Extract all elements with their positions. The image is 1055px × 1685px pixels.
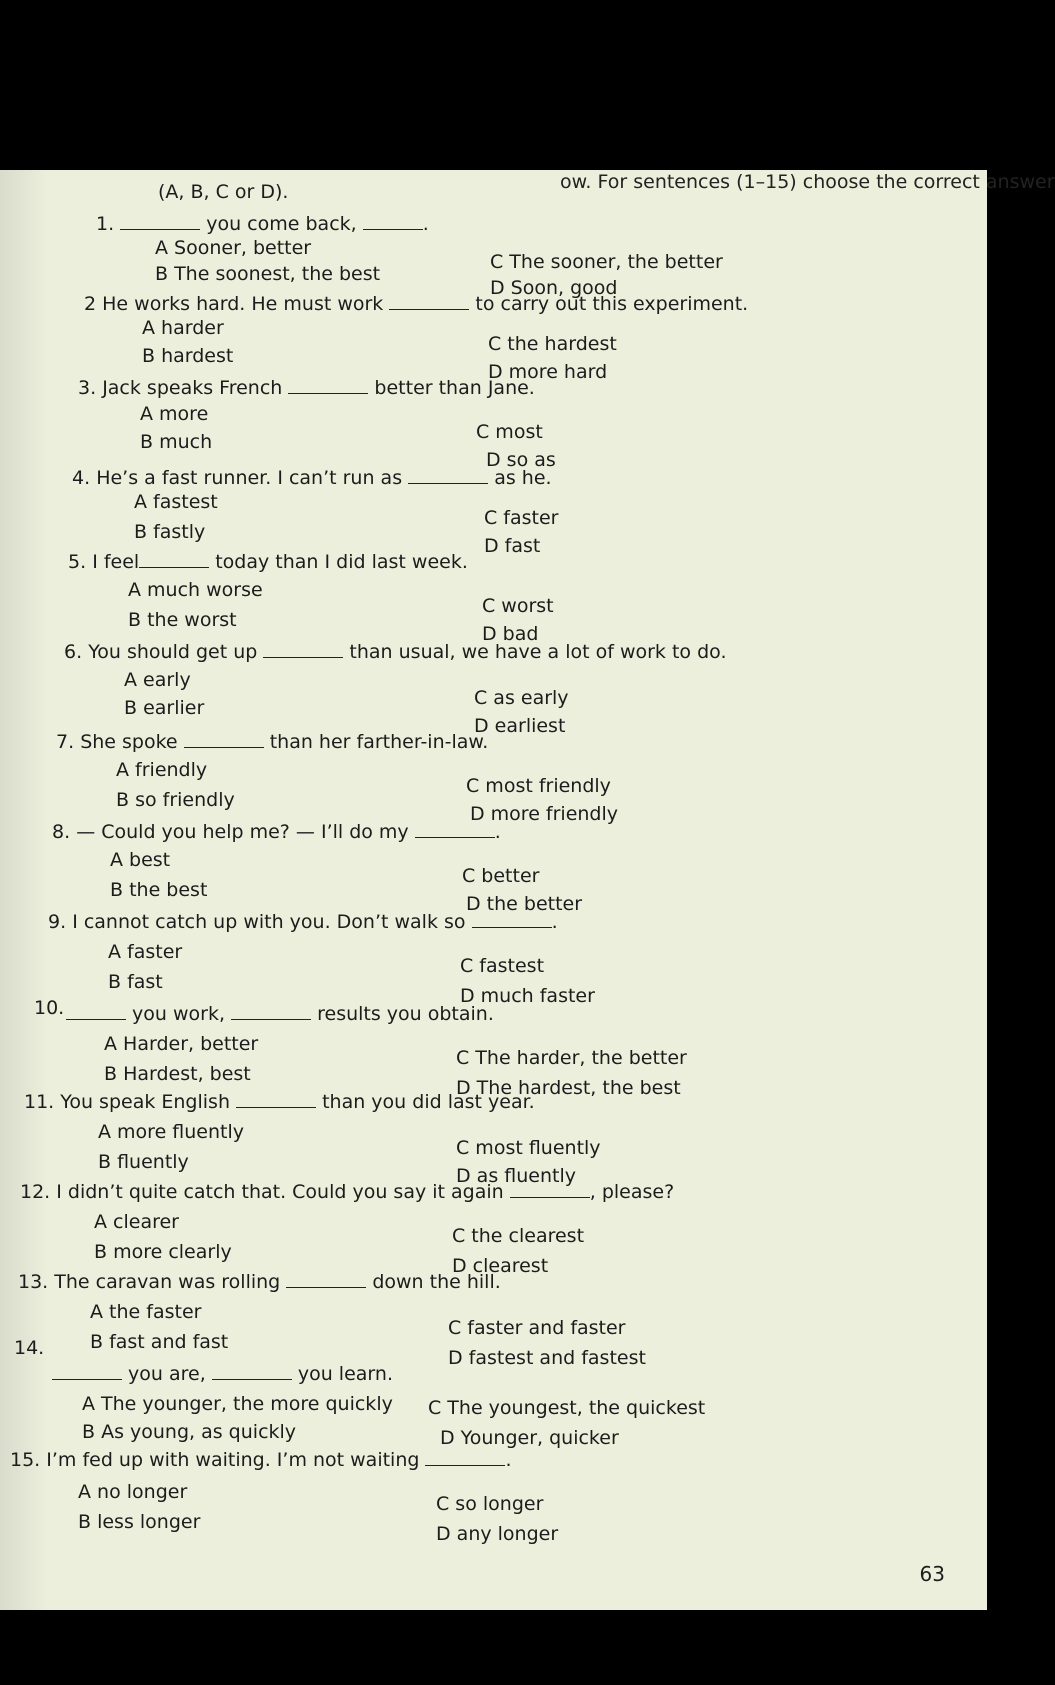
q12-option-d: D clearest <box>452 1255 549 1277</box>
page-number: 63 <box>919 1562 945 1586</box>
question-14-line: you are, you learn. <box>52 1362 393 1386</box>
q7-option-a: A friendly <box>116 759 208 781</box>
q5-option-b: B the worst <box>128 609 237 631</box>
q2-option-d: D more hard <box>488 361 608 383</box>
textbook-page <box>0 170 1055 1610</box>
q15-option-c: C so longer <box>436 1493 544 1515</box>
q5-option-c: C worst <box>482 595 554 617</box>
q10-option-b: B Hardest, best <box>104 1063 251 1085</box>
q5-option-a: A much worse <box>128 579 263 601</box>
q9-option-d: D much faster <box>460 985 595 1007</box>
q6-option-c: C as early <box>474 687 569 709</box>
question-9-stem: 9. I cannot catch up with you. Don’t walk so . <box>48 911 558 933</box>
q10-option-a: A Harder, better <box>104 1033 259 1055</box>
q9-option-b: B fast <box>108 971 163 993</box>
q10-option-d: D The hardest, the best <box>456 1077 681 1099</box>
q4-option-c: C faster <box>484 507 559 529</box>
question-4-stem: 4. He’s a fast runner. I can’t run as as he. <box>72 467 552 489</box>
q9-option-a: A faster <box>108 941 183 963</box>
q3-option-c: C most <box>476 421 543 443</box>
question-12-stem: 12. I didn’t quite catch that. Could you say it again , please? <box>20 1181 675 1203</box>
question-14-number: 14. <box>14 1337 45 1359</box>
q13-option-c: C faster and faster <box>448 1317 626 1339</box>
q15-option-d: D any longer <box>436 1523 559 1545</box>
q10-option-c: C The harder, the better <box>456 1047 687 1069</box>
question-15-stem: 15. I’m fed up with waiting. I’m not waiting . <box>10 1449 512 1471</box>
q2-option-b: B hardest <box>142 345 234 367</box>
q8-option-b: B the best <box>110 879 208 901</box>
q8-option-c: C better <box>462 865 540 887</box>
q4-option-a: A fastest <box>134 491 218 513</box>
options-hint: (A, B, C or D). <box>158 181 289 203</box>
q3-option-d: D so as <box>486 449 556 471</box>
q11-option-a: A more fluently <box>98 1121 245 1143</box>
q11-option-c: C most fluently <box>456 1137 601 1159</box>
q12-option-a: A clearer <box>94 1211 179 1233</box>
q14-option-b: B As young, as quickly <box>82 1421 297 1443</box>
q3-option-b: B much <box>140 431 213 453</box>
q11-option-b: B fluently <box>98 1151 189 1173</box>
q7-option-c: C most friendly <box>466 775 611 797</box>
q11-option-d: D as fluently <box>456 1165 576 1187</box>
q3-option-a: A more <box>140 403 209 425</box>
q1-option-a: A Sooner, better <box>155 237 312 259</box>
question-10-line: you work, results you obtain. <box>66 1002 494 1026</box>
q13-option-b: B fast and fast <box>90 1331 229 1353</box>
q7-option-b: B so friendly <box>116 789 235 811</box>
q14-option-a: A The younger, the more quickly <box>82 1393 393 1415</box>
page-gutter-shadow <box>0 170 48 1610</box>
question-2-stem: 2 He works hard. He must work to carry out this experiment. <box>84 293 749 315</box>
q12-option-c: C the clearest <box>452 1225 585 1247</box>
q8-option-d: D the better <box>466 893 583 915</box>
q4-option-b: B fastly <box>134 521 206 543</box>
q7-option-d: D more friendly <box>470 803 619 825</box>
question-8-stem: 8. — Could you help me? — I’ll do my . <box>52 821 501 843</box>
q12-option-b: B more clearly <box>94 1241 232 1263</box>
question-11-stem: 11. You speak English than you did last year. <box>24 1091 535 1113</box>
question-5-stem: 5. I feel today than I did last week. <box>68 551 468 573</box>
q2-option-a: A harder <box>142 317 224 339</box>
question-10-stem: 10. <box>34 997 65 1019</box>
q13-option-d: D fastest and fastest <box>448 1347 646 1369</box>
q4-option-d: D fast <box>484 535 541 557</box>
q6-option-d: D earliest <box>474 715 566 737</box>
q15-option-a: A no longer <box>78 1481 188 1503</box>
instruction-text: ow. For sentences (1–15) choose the correct answer <box>560 171 1055 193</box>
question-13-stem: 13. The caravan was rolling down the hill. <box>18 1271 501 1293</box>
q14-option-d: D Younger, quicker <box>440 1427 619 1449</box>
q9-option-c: C fastest <box>460 955 545 977</box>
q6-option-a: A early <box>124 669 191 691</box>
q5-option-d: D bad <box>482 623 539 645</box>
q13-option-a: A the faster <box>90 1301 202 1323</box>
q1-option-c: C The sooner, the better <box>490 251 723 273</box>
q2-option-c: C the hardest <box>488 333 617 355</box>
question-7-stem: 7. She spoke than her farther-in-law. <box>56 731 489 753</box>
q8-option-a: A best <box>110 849 171 871</box>
q6-option-b: B earlier <box>124 697 205 719</box>
question-1-stem: 1. you come back, . <box>96 213 429 235</box>
question-6-stem: 6. You should get up than usual, we have a lot of work to do. <box>64 641 727 663</box>
q14-option-c: C The youngest, the quickest <box>428 1397 706 1419</box>
q15-option-b: B less longer <box>78 1511 201 1533</box>
question-3-stem: 3. Jack speaks French better than Jane. <box>78 377 535 399</box>
q1-option-b: B The soonest, the best <box>155 263 381 285</box>
q1-option-d: D Soon, good <box>490 277 618 299</box>
